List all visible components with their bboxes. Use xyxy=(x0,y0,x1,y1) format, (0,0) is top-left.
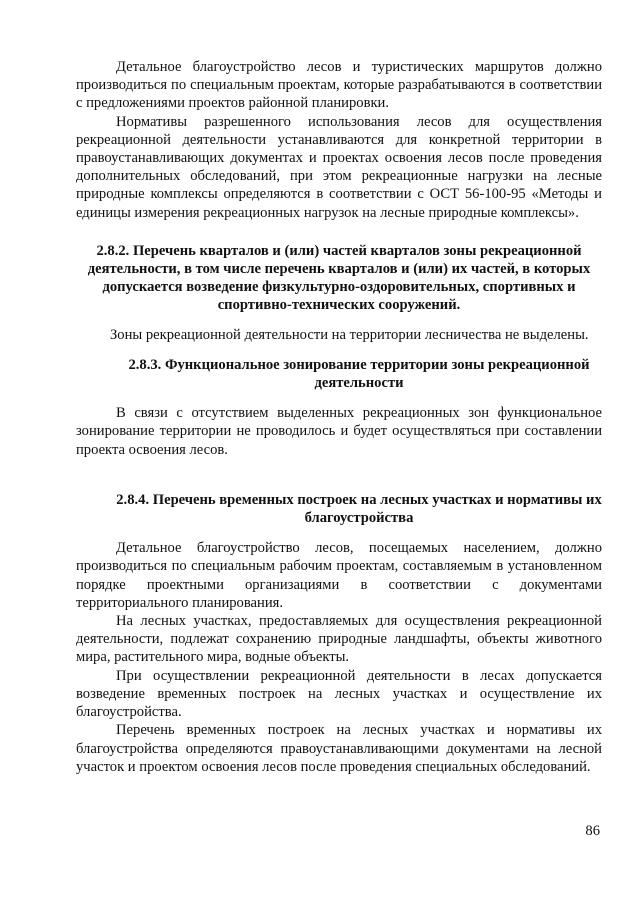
section-2-8-4-paragraph-2: На лесных участках, предоставляемых для осуществления рекреационной деятельности, подлежат сохранению природные ландшафты, объекты животного мира, растительного мира, водные объекты. xyxy=(76,613,602,666)
section-2-8-3-text: В связи с отсутствием выделенных рекреационных зон функциональное зонирование территории не проводилось и будет осуществляться при составлении проекта освоения лесов. xyxy=(76,405,602,458)
section-2-8-3-heading: 2.8.3. Функциональное зонирование территории зоны рекреационной деятельности xyxy=(128,356,590,392)
page-number: 86 xyxy=(585,823,600,839)
section-2-8-4-paragraph-4: Перечень временных построек на лесных участках и нормативы их благоустройства определяются правоустанавливающими документами на лесной участок и проектом освоения лесов после проведения специальных обследований. xyxy=(76,722,602,775)
intro-paragraph-1: Детальное благоустройство лесов и туристических маршрутов должно производиться по специальным проектам, которые разрабатываются в соответствии с предложениями проектов районной планировки. xyxy=(76,59,602,112)
section-2-8-4-paragraph-3: При осуществлении рекреационной деятельности в лесах допускается возведение временных построек на лесных участках и осуществление их благоустройства. xyxy=(76,667,602,721)
section-2-8-4-paragraph-1: Детальное благоустройство лесов, посещаемых населением, должно производиться по специальным рабочим проектам, составляемым в установленном порядке проектными организациями в соответствии с документами территориального планирования. xyxy=(76,540,602,611)
section-2-8-2-heading: 2.8.2. Перечень кварталов и (или) частей кварталов зоны рекреационной деятельности, в том числе перечень кварталов и (или) их частей, в которых допускается возведение физкультурно-оздоровительных, спортивных и спортивно-технических сооружений. xyxy=(87,242,591,314)
intro-paragraph-2: Нормативы разрешенного использования лесов для осуществления рекреационной деятельности устанавливаются для конкретной территории в правоустанавливающих документах и проектах освоения лесов после проведения дополнительных обследований, при этом рекреационные нагрузки на лесные природные комплексы определяются в соответствии с ОСТ 56-100-95 «Методы и единицы измерения рекреационных нагрузок на лесные природные комплексы». xyxy=(76,113,602,221)
section-2-8-2-text: Зоны рекреационной деятельности на территории лесничества не выделены. xyxy=(110,326,589,343)
section-2-8-4-heading: 2.8.4. Перечень временных построек на лесных участках и нормативы их благоустройства xyxy=(116,491,602,527)
document-page xyxy=(76,58,602,776)
